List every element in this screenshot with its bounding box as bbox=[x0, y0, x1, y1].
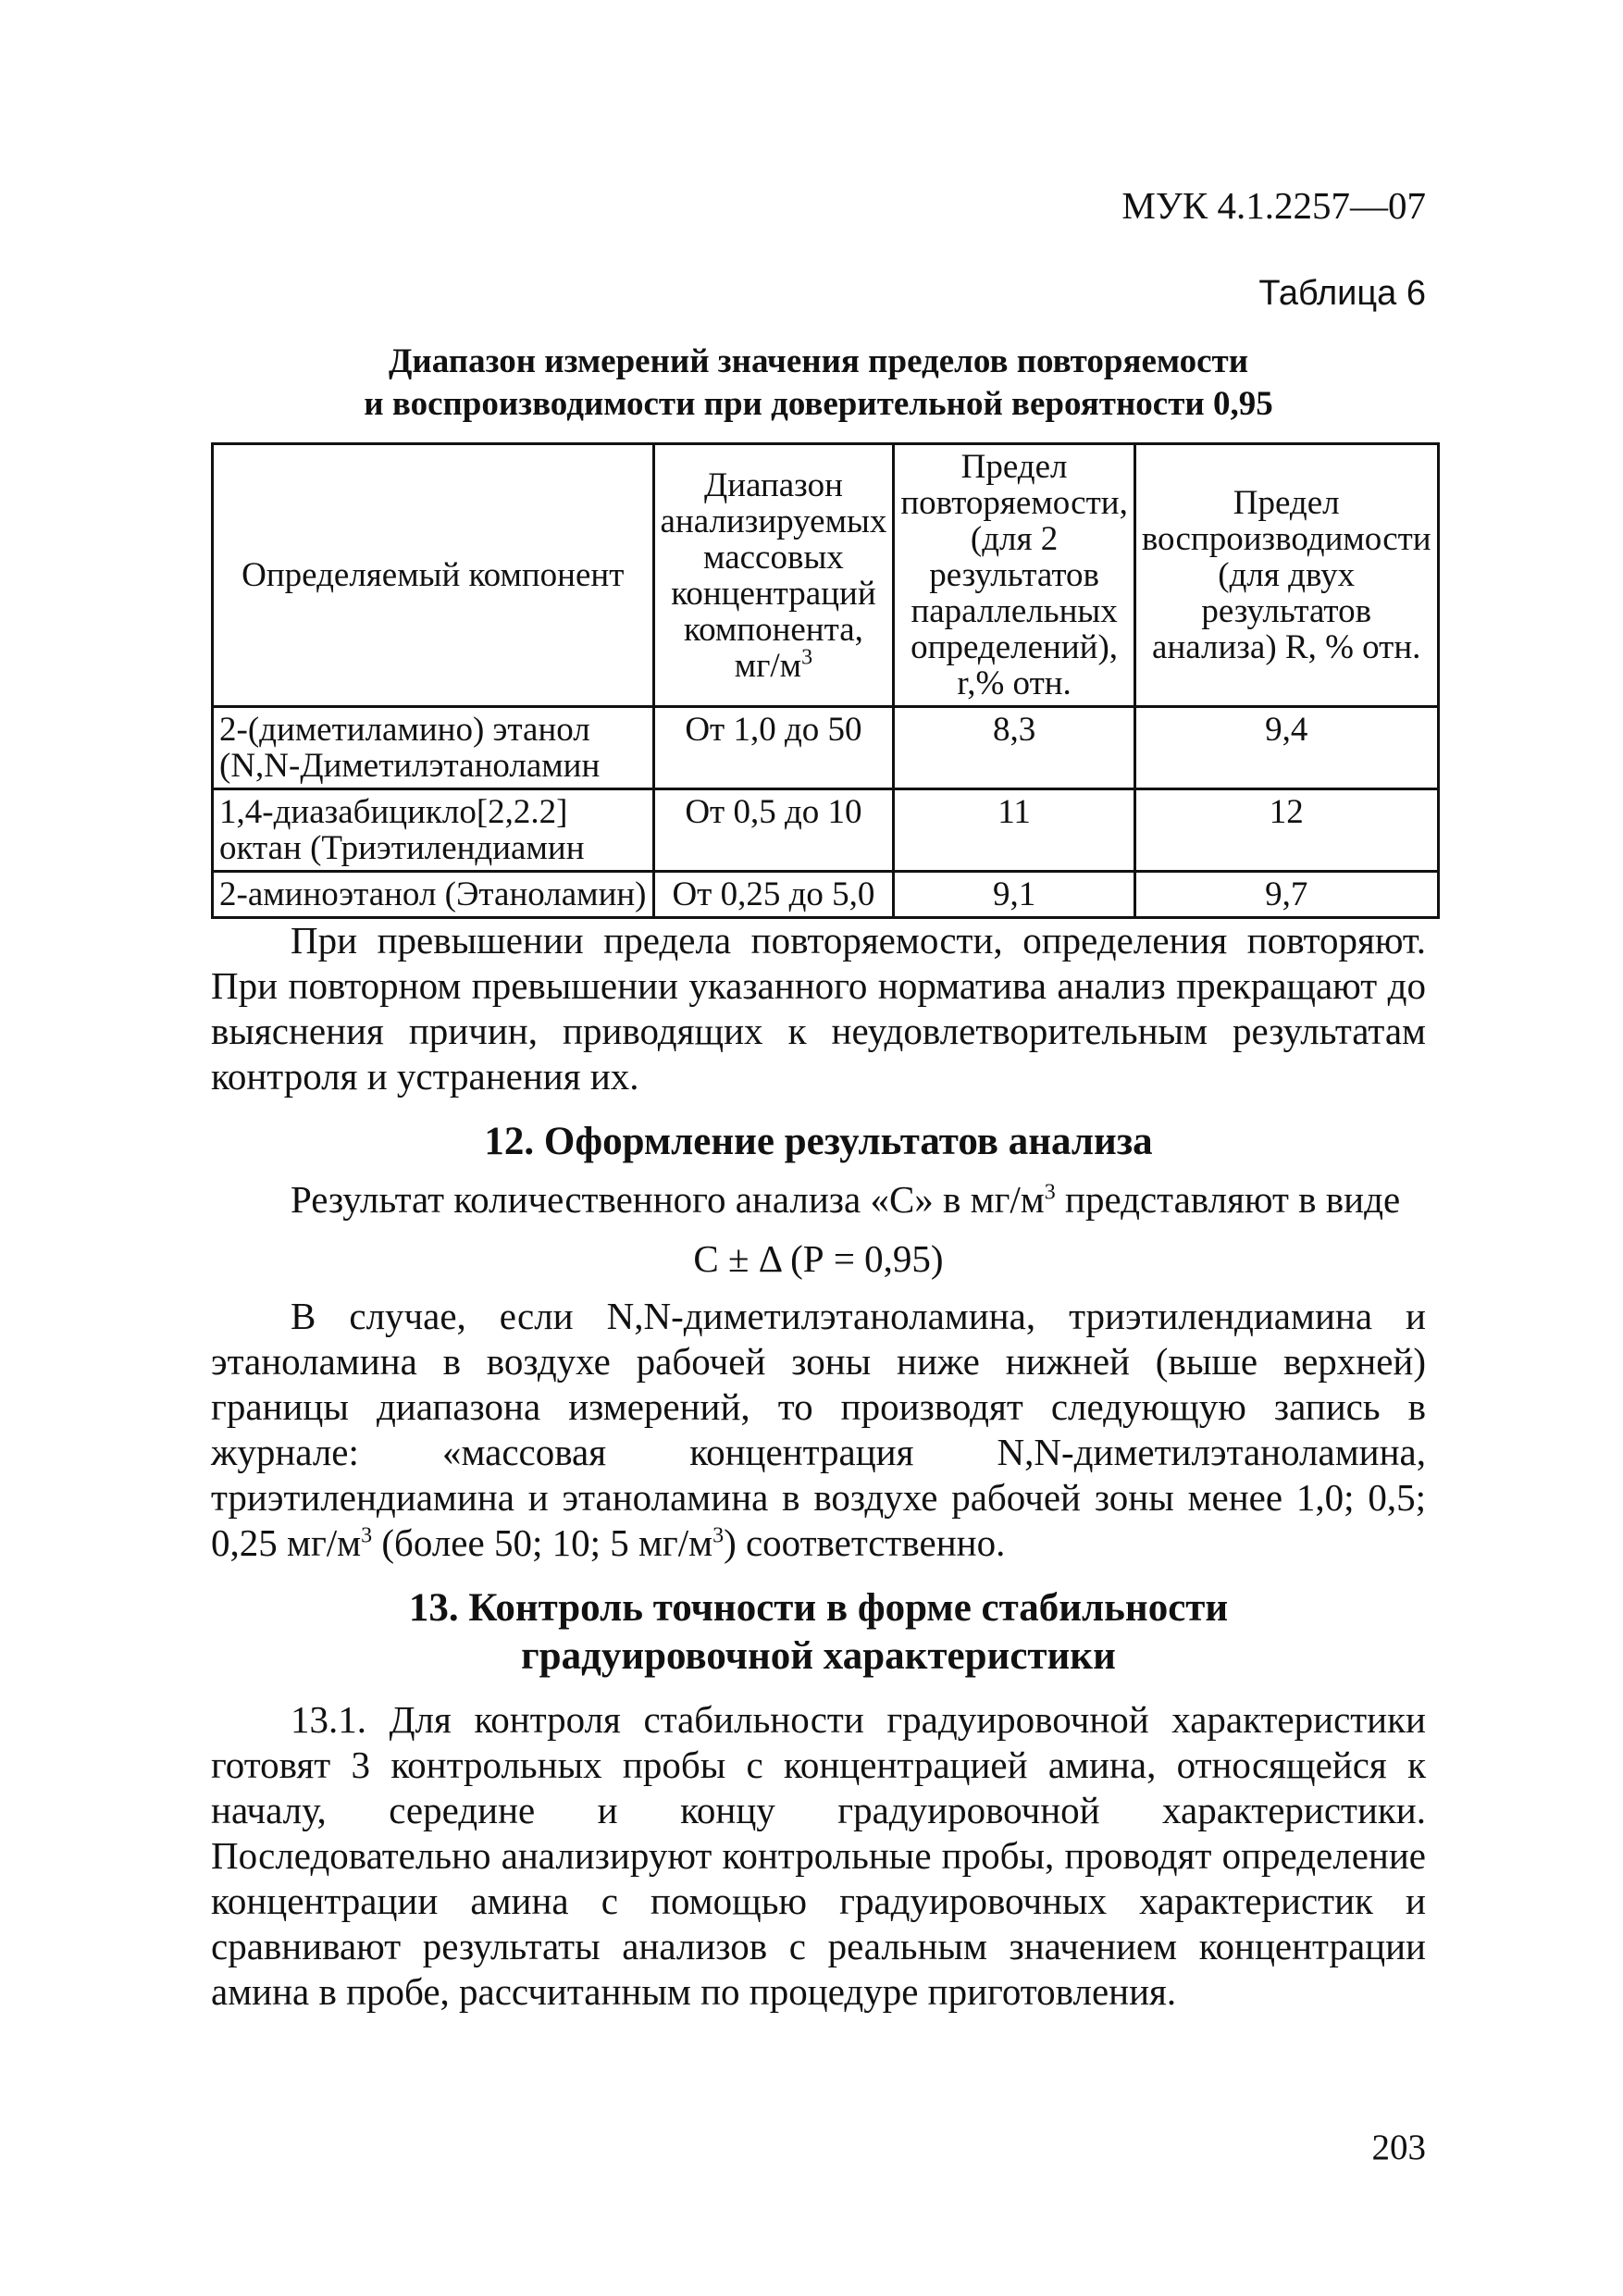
cell: 2-аминоэтанол (Этаноламин) bbox=[213, 872, 654, 918]
data-table bbox=[211, 442, 1440, 919]
table-row bbox=[213, 872, 1439, 918]
cell: 8,3 bbox=[894, 707, 1134, 789]
paragraph: 13.1. Для контроля стабильности градуировочной характеристики готовят 3 контрольных пробы с концентрацией амина, относящейся к началу, середине и концу градуировочной характеристики. Последовательно анализируют контрольные пробы, проводят определение концентрации амина с помощью градуировочных характеристик и сравнивают результаты анализов с реальным значением концентрации амина в пробе, рассчитанным по процедуре приготовления. bbox=[211, 1698, 1426, 2013]
cell: От 0,25 до 5,0 bbox=[653, 872, 894, 918]
table-number: Таблица 6 bbox=[1258, 274, 1426, 313]
cell: 1,4-диазабицикло[2,2.2] октан (Триэтилендиамин bbox=[213, 789, 654, 872]
col-header: Диапазон анализируемых массовых концентраций компонента, $мг/м^3$ bbox=[653, 444, 894, 707]
cell: 9,4 bbox=[1134, 707, 1438, 789]
cell: От 0,5 до 10 bbox=[653, 789, 894, 872]
table-title: Диапазон измерений значения пределов повторяемости и воспроизводимости при доверительной вероятности 0,95 bbox=[364, 342, 1273, 423]
cell: 2-(диметиламино) этанол (N,N-Диметилэтаноламин bbox=[213, 707, 654, 789]
table-row bbox=[213, 707, 1439, 789]
paragraph: При превышении предела повторяемости, определения повторяют. При повторном превышении указанного норматива анализ прекращают до выяснения причин, приводящих к неудовлетворительным результатам контроля и устранения их. bbox=[211, 919, 1426, 1098]
paragraph: В случае, если N,N-диметилэтаноламина, триэтилендиамина и этаноламина в воздухе рабочей зоны ниже нижней (выше верхней) границы диапазона измерений, то производят следующую запись в журнале: «массовая концентрация N,N-диметилэтаноламина, триэтилендиамина и этаноламина в воздухе рабочей зоны менее 1,0; 0,5; 0,25 $мг/м^3$ (более 50; 10; 5 $мг/м^3$) соответственно. bbox=[211, 1295, 1426, 1564]
section-heading-12: 12. Оформление результатов анализа bbox=[484, 1120, 1153, 1163]
table-header-row bbox=[213, 444, 1439, 707]
col-header: Предел воспроизводимости (для двух результатов анализа) R, % отн. bbox=[1134, 444, 1438, 707]
cell: 12 bbox=[1134, 789, 1438, 872]
cell: От 1,0 до 50 bbox=[653, 707, 894, 789]
col-header: Предел повторяемости, (для 2 результатов параллельных определений), r,% отн. bbox=[894, 444, 1134, 707]
paragraph: Результат количественного анализа «С» в $мг/м^3$ представляют в виде bbox=[291, 1178, 1401, 1221]
doc-header: МУК 4.1.2257—07 bbox=[1121, 184, 1426, 227]
page-number: 203 bbox=[1371, 2128, 1426, 2167]
cell: 9,7 bbox=[1134, 872, 1438, 918]
col-header: Определяемый компонент bbox=[213, 444, 654, 707]
table-row bbox=[213, 789, 1439, 872]
section-heading-13: 13. Контроль точности в форме стабильности градуировочной характеристики bbox=[408, 1586, 1229, 1678]
cell: 11 bbox=[894, 789, 1134, 872]
formula: С ± Δ (Р = 0,95) bbox=[693, 1237, 944, 1280]
cell: 9,1 bbox=[894, 872, 1134, 918]
